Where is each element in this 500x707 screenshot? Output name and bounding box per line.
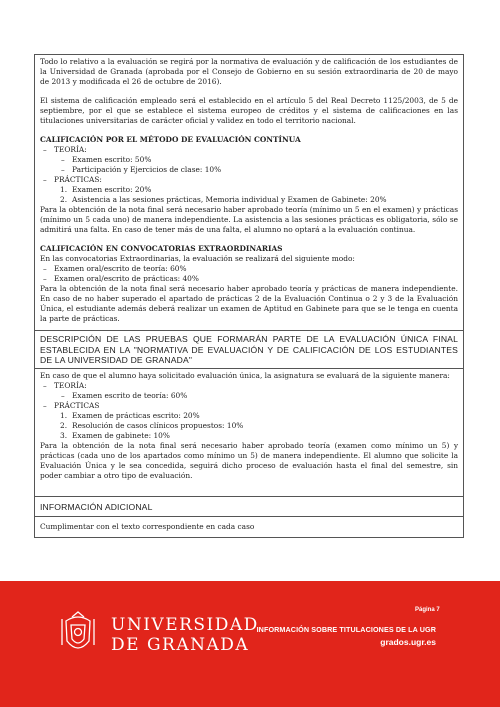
extra-intro: En las convocatorias Extraordinarias, la evaluación se realizará del siguiente modo: (40, 254, 355, 263)
teoria-label: – TEORÍA: (40, 381, 458, 391)
footer-url[interactable]: grados.ugr.es (380, 637, 436, 647)
teoria-label: – TEORÍA: (40, 145, 458, 155)
continua-title: CALIFICACIÓN POR EL MÉTODO DE EVALUACIÓN CONTÍNUA (40, 135, 301, 144)
teoria-item: – Examen escrito de teoría: 60% (40, 391, 458, 401)
teoria-item: – Examen escrito: 50% (40, 155, 458, 165)
university-name (111, 615, 259, 655)
practicas-item: 3. Examen de gabinete: 10% (60, 430, 170, 440)
info-adicional-heading: INFORMACIÓN ADICIONAL (35, 496, 463, 518)
extra-title: CALIFICACIÓN EN CONVOCATORIAS EXTRAORDINARIAS (40, 244, 283, 253)
extra-text: Para la obtención de la nota final será necesario haber aprobado teoría y prácticas de manera independiente. En caso de no haber superado el apartado de prácticas 2 de la Evaluación Continua o 2 y 3 de la Evaluación Única, el estudiante además deberá realizar un examen de Aptitud en Gabinete para que se le tenga en cuenta la parte de prácticas. (40, 284, 458, 323)
extra-item: – Examen oral/escrito de prácticas: 40% (40, 274, 458, 284)
calificacion-paragraph: El sistema de calificación empleado será el establecido en el artículo 5 del Real Decreto 1125/2003, de 5 de septiembre, por el que se establece el sistema europeo de créditos y el sistema de calificaciones en las titulaciones universitarias de carácter oficial y validez en todo el territorio nacional. (40, 96, 458, 125)
normativa-paragraph: Todo lo relativo a la evaluación se regirá por la normativa de evaluación y de calificación de los estudiantes de la Universidad de Granada (aprobada por el Consejo de Gobierno en su sesión extraordinaria de 20 de mayo de 2013 y modificada el 26 de octubre de 2016). (40, 57, 458, 86)
unica-text: Para la obtención de la nota final será necesario haber aprobado teoría (examen como mínimo un 5) y prácticas (cada uno de los apartados como mínimo un 5) de manera independiente. El alumno que solicite la Evaluación Única y le sea concedida, seguirá dicho proceso de evaluación hasta el final del semestre, sin poder cambiar a otro tipo de evaluación. (40, 440, 458, 480)
practicas-item: 1. Examen escrito: 20% (60, 185, 152, 194)
footer-band (0, 581, 500, 707)
practicas-item: 1. Examen de prácticas escrito: 20% (60, 410, 200, 420)
evaluation-section (35, 55, 463, 330)
teoria-item: – Participación y Ejercicios de clase: 10% (40, 165, 458, 175)
practicas-item: 2. Resolución de casos clínicos propuestos: 10% (60, 420, 244, 430)
unica-intro: En caso de que el alumno haya solicitado evaluación única, la asignatura se evaluará de la siguiente manera: (40, 370, 450, 380)
practicas-item: 2. Asistencia a las sesiones prácticas, Memoria individual y Examen de Gabinete: 20% (60, 195, 387, 204)
evaluation-table (34, 54, 464, 538)
extra-item: – Examen oral/escrito de teoría: 60% (40, 264, 458, 274)
evaluacion-unica-heading: DESCRIPCIÓN DE LAS PRUEBAS QUE FORMARÁN PARTE DE LA EVALUACIÓN ÚNICA FINAL ESTABLECIDA EN LA "NORMATIVA DE EVALUACIÓN Y DE CALIFICACIÓN DE LOS ESTUDIANTES DE LA UNIVERSIDAD DE GRANADA" (35, 330, 463, 369)
info-adicional-section (35, 517, 463, 537)
university-name-line: UNIVERSIDAD (111, 615, 259, 635)
practicas-label: – PRÁCTICAS: (40, 175, 458, 185)
university-seal-icon (58, 611, 98, 659)
evaluacion-unica-section (35, 369, 463, 496)
practicas-label: – PRÁCTICAS (40, 401, 458, 411)
continua-text: Para la obtención de la nota final será necesario haber aprobado teoría (mínimo un 5 en el examen) y prácticas (mínimo un 5 cada uno) de manera independiente. La asistencia a las sesiones prácticas es obligatoria, sólo se admitirá una falta. En caso de tener más de una falta, el alumno no optará a la evaluación continua. (40, 205, 458, 234)
info-adicional-text: Cumplimentar con el texto correspondiente en cada caso (40, 522, 255, 531)
university-name-line: DE GRANADA (111, 635, 250, 655)
footer-title: INFORMACIÓN SOBRE TITULACIONES DE LA UGR (256, 625, 436, 634)
page-number: Página 7 (415, 607, 440, 613)
